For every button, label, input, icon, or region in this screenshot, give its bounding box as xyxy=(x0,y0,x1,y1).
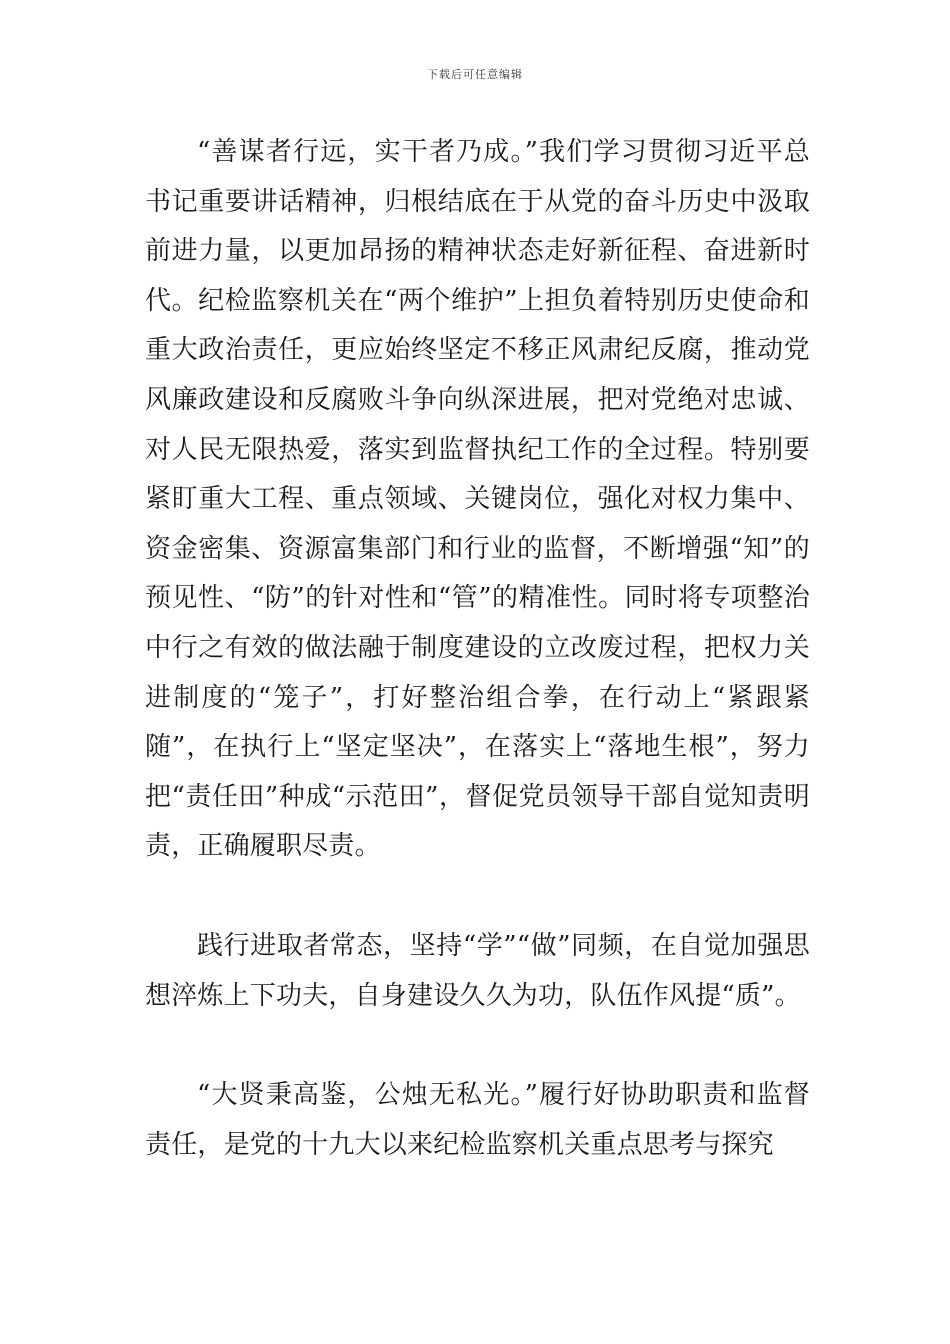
document-body xyxy=(145,128,810,1170)
paragraph-3: “大贤秉高鉴，公烛无私光。”履行好协助职责和监督责任，是党的十九大以来纪检监察机关重点思考与探究 xyxy=(145,1080,810,1160)
paragraph-1: “善谋者行远，实干者乃成。”我们学习贯彻习近平总书记重要讲话精神，归根结底在于从党的奋斗历史中汲取前进力量，以更加昂扬的精神状态走好新征程、奋进新时代。纪检监察机关在“两个维护”上担负着特别历史使命和重大政治责任，更应始终坚定不移正风肃纪反腐，推动党风廉政建设和反腐败斗争向纵深进展，把对党绝对忠诚、对人民无限热爱，落实到监督执纪工作的全过程。特别要紧盯重大工程、重点领域、关键岗位，强化对权力集中、资金密集、资源富集部门和行业的监督，不断增强“知”的预见性、“防”的针对性和“管”的精准性。同时将专项整治中行之有效的做法融于制度建设的立改废过程，把权力关进制度的“笼子”，打好整治组合拳，在行动上“紧跟紧随”，在执行上“坚定坚决”，在落实上“落地生根”，努力把“责任田”种成“示范田”，督促党员领导干部自觉知责明责，正确履职尽责。 xyxy=(145,137,810,862)
page-header: 下载后可任意编辑 xyxy=(427,68,523,81)
paragraph-2: 践行进取者常态，坚持“学”“做”同频，在自觉加强思想淬炼上下功夫，自身建设久久为功，队伍作风提“质”。 xyxy=(145,930,810,1011)
